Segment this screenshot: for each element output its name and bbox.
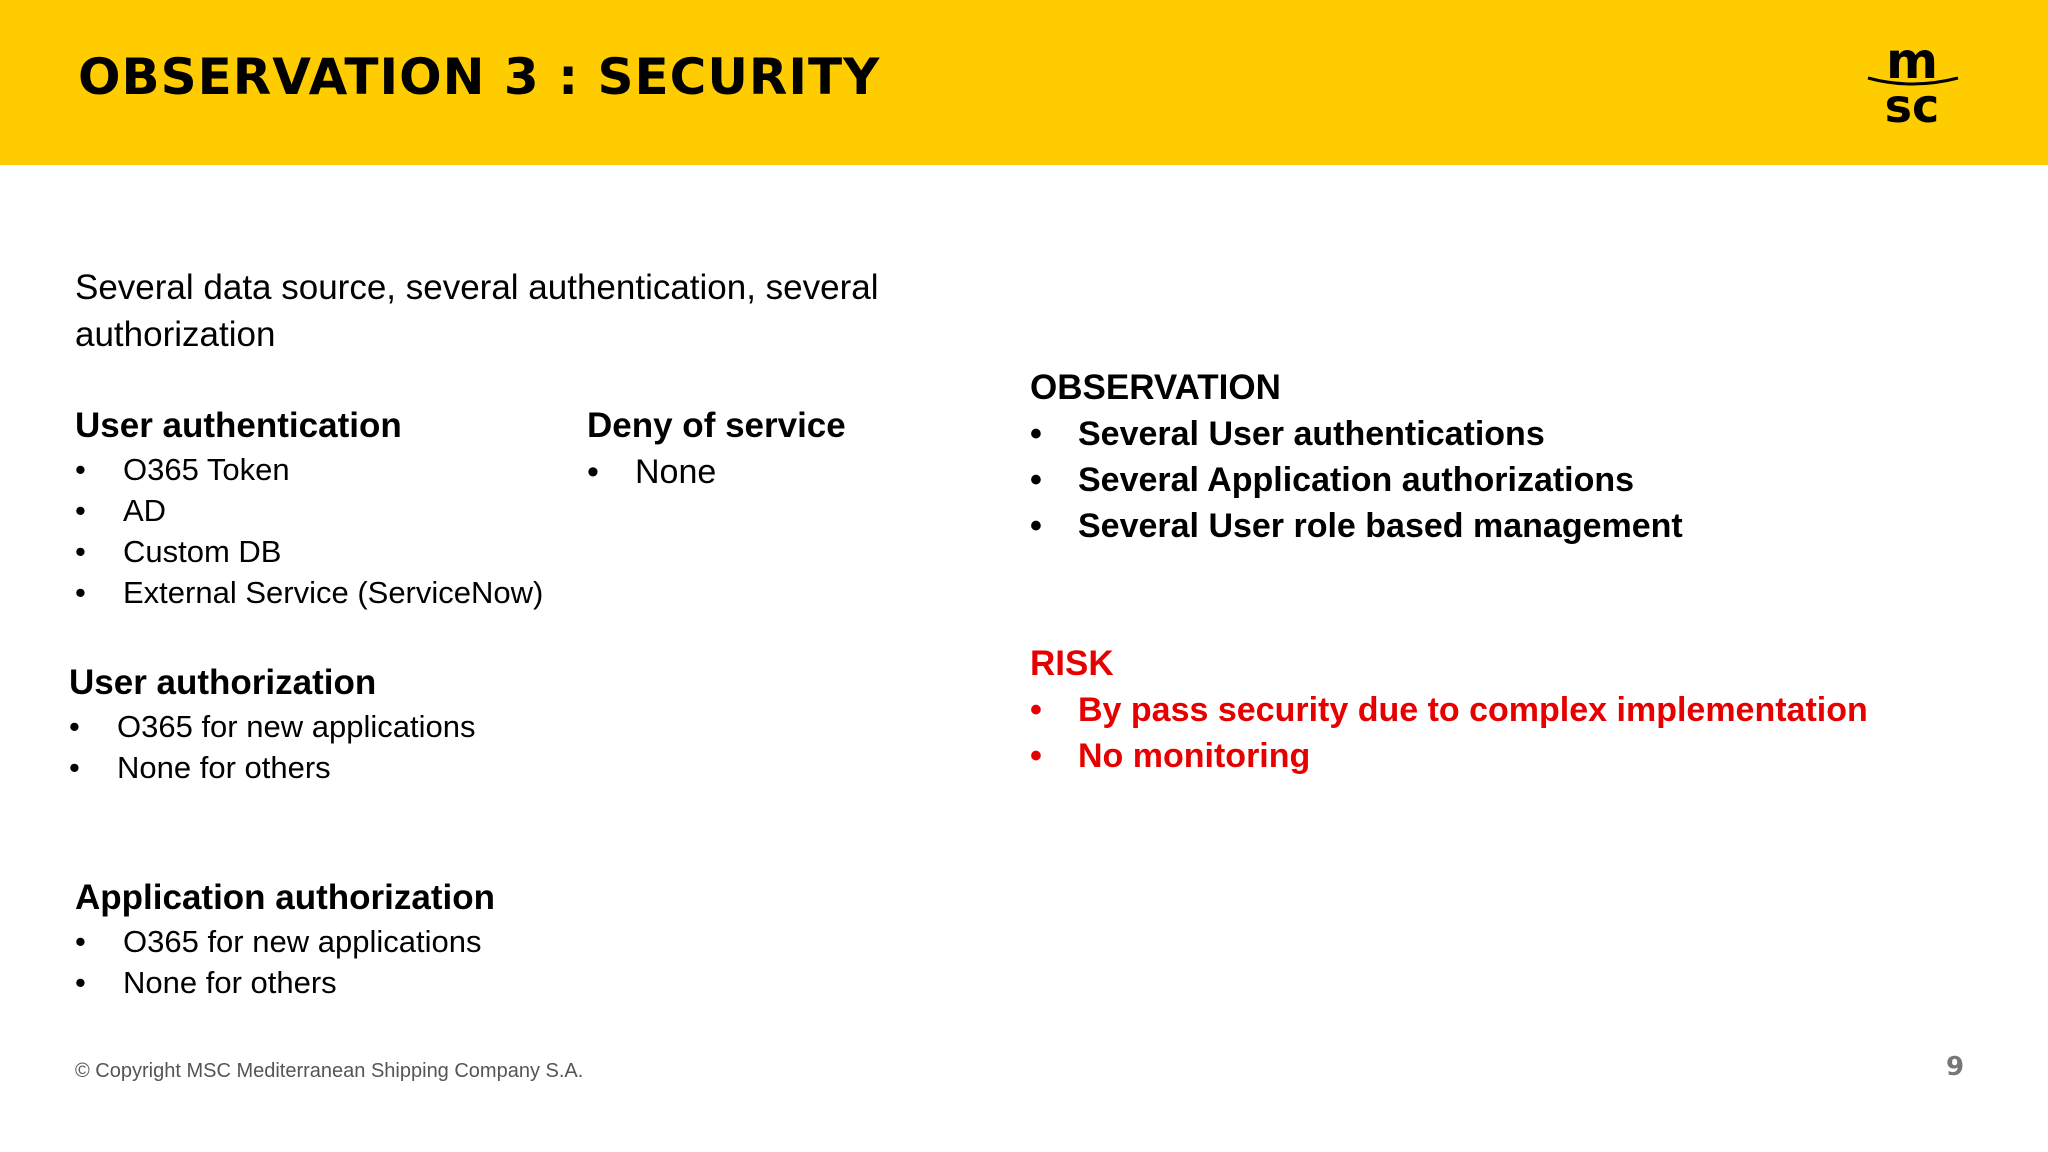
deny-of-service-heading: Deny of service (587, 406, 846, 445)
list-item: • None for others (69, 747, 475, 788)
deny-of-service-list (587, 449, 846, 495)
bullet-icon: • (1030, 415, 1042, 453)
list-item: • By pass security due to complex implementation (1030, 687, 1868, 733)
user-authentication-heading: User authentication (75, 406, 402, 445)
msc-logo-icon (1862, 38, 1962, 128)
page-number: 9 (1946, 1052, 1965, 1082)
list-item: • Custom DB (75, 531, 543, 572)
application-authorization-section (75, 875, 495, 1003)
slide-title: OBSERVATION 3 : SECURITY (78, 48, 881, 106)
bullet-icon: • (75, 965, 86, 1000)
user-authorization-list (69, 706, 475, 788)
list-item: • AD (75, 490, 543, 531)
observation-heading: OBSERVATION (1030, 368, 1281, 407)
logo-text-bottom: sc (1884, 79, 1940, 128)
application-authorization-list (75, 921, 495, 1003)
list-item: • O365 Token (75, 449, 543, 490)
list-item: • O365 for new applications (69, 706, 475, 747)
bullet-icon: • (1030, 461, 1042, 499)
footer-copyright: © Copyright MSC Mediterranean Shipping Company S.A. (75, 1060, 584, 1082)
list-item: • None for others (75, 962, 495, 1003)
logo-text-top: m (1885, 38, 1939, 90)
user-authentication-list (75, 449, 543, 613)
user-authorization-section (69, 660, 475, 788)
application-authorization-heading: Application authorization (75, 878, 495, 917)
list-item: • Several User authentications (1030, 411, 1683, 457)
user-authorization-heading: User authorization (69, 663, 377, 702)
list-item: • No monitoring (1030, 733, 1868, 779)
observation-list (1030, 411, 1683, 549)
bullet-icon: • (1030, 737, 1042, 775)
risk-list (1030, 687, 1868, 779)
risk-heading: RISK (1030, 644, 1114, 683)
deny-of-service-section (587, 403, 846, 495)
bullet-icon: • (75, 452, 86, 487)
list-item: • External Service (ServiceNow) (75, 572, 543, 613)
bullet-icon: • (587, 453, 599, 491)
intro-text: Several data source, several authentication, several authorization (75, 268, 879, 354)
bullet-icon: • (75, 924, 86, 959)
list-item: • None (587, 449, 846, 495)
bullet-icon: • (75, 534, 86, 569)
list-item: • Several Application authorizations (1030, 457, 1683, 503)
list-item: • O365 for new applications (75, 921, 495, 962)
list-item: • Several User role based management (1030, 503, 1683, 549)
bullet-icon: • (1030, 507, 1042, 545)
bullet-icon: • (69, 709, 80, 744)
bullet-icon: • (1030, 691, 1042, 729)
risk-section (1030, 641, 1868, 779)
observation-section (1030, 365, 1683, 549)
user-authentication-section (75, 403, 543, 613)
bullet-icon: • (75, 575, 86, 610)
bullet-icon: • (69, 750, 80, 785)
bullet-icon: • (75, 493, 86, 528)
